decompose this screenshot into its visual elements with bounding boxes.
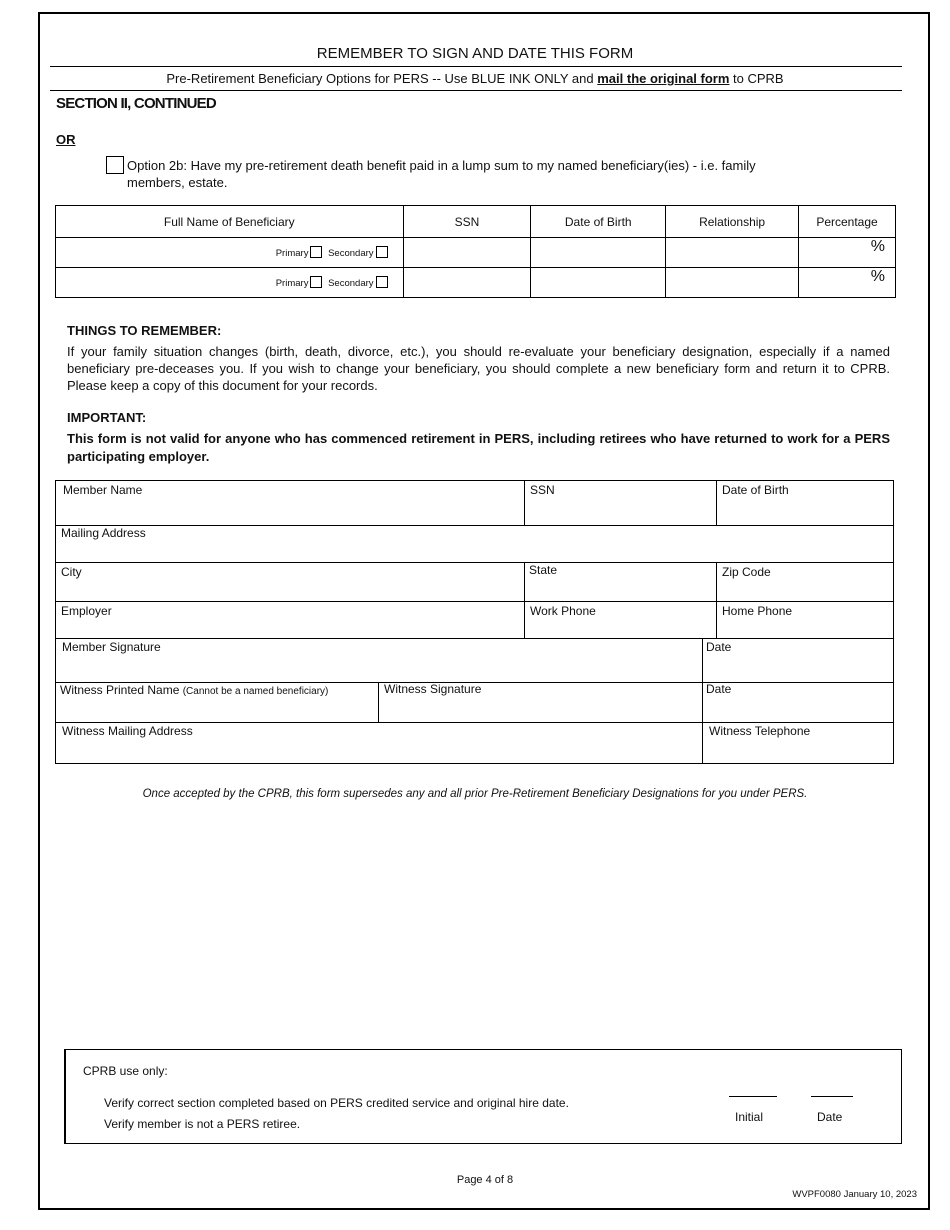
date-label: Date [817, 1110, 843, 1124]
employer-field[interactable]: Employer [61, 604, 112, 618]
beneficiary-relationship-cell[interactable] [666, 238, 799, 268]
beneficiary-percentage-cell[interactable]: % [799, 238, 896, 268]
primary-label: Primary [275, 248, 309, 259]
mailing-address-field[interactable]: Mailing Address [61, 526, 146, 540]
header-percentage: Percentage [799, 206, 896, 238]
grid-line [378, 682, 379, 722]
home-phone-field[interactable]: Home Phone [722, 604, 793, 618]
table-row [56, 268, 896, 298]
witness-date-field[interactable]: Date [706, 682, 732, 696]
divider [50, 66, 902, 67]
header-full-name: Full Name of Beneficiary [56, 206, 404, 238]
cprb-title: CPRB use only: [83, 1064, 168, 1078]
divider [50, 90, 902, 91]
member-info-grid [55, 480, 894, 764]
witness-telephone-field[interactable]: Witness Telephone [709, 724, 811, 738]
subtitle-bold: mail the original form [597, 71, 730, 86]
initial-label: Initial [735, 1110, 764, 1124]
beneficiary-dob-cell[interactable] [531, 238, 666, 268]
secondary-checkbox[interactable] [376, 276, 388, 288]
header-ssn: SSN [403, 206, 531, 238]
important-body: This form is not valid for anyone who has commenced retirement in PERS, including retirees who have returned to work for a PERS participating employer. [67, 431, 890, 464]
beneficiary-dob-cell[interactable] [531, 268, 666, 298]
grid-line [56, 601, 893, 602]
grid-line [56, 562, 893, 563]
grid-line [524, 562, 525, 638]
primary-label: Primary [275, 278, 309, 289]
option-2b-checkbox[interactable] [106, 156, 124, 174]
form-subtitle [0, 71, 950, 86]
secondary-checkbox[interactable] [376, 246, 388, 258]
grid-line [716, 562, 717, 638]
witness-note: (Cannot be a named beneficiary) [182, 686, 329, 697]
form-code: WVPF0080 January 10, 2023 [792, 1189, 917, 1200]
work-phone-field[interactable]: Work Phone [530, 604, 596, 618]
beneficiary-ssn-cell[interactable] [403, 238, 531, 268]
beneficiary-table-header [56, 206, 896, 238]
cprb-verify-line-2: Verify member is not a PERS retiree. [104, 1117, 301, 1131]
primary-checkbox[interactable] [310, 246, 322, 258]
secondary-label: Secondary [328, 278, 374, 289]
things-to-remember-body: If your family situation changes (birth, death, divorce, etc.), you should re-evaluate your beneficiary designation, especially if a named beneficiary pre-deceases you. If you wish to change your beneficiary, you should complete a new beneficiary form and return it to CPRB. Please keep a copy of this document for your records. [67, 344, 890, 393]
grid-line [56, 638, 893, 639]
city-field[interactable]: City [61, 565, 82, 579]
primary-checkbox[interactable] [310, 276, 322, 288]
cprb-verify-line-1: Verify correct section completed based on PERS credited service and original hire date. [104, 1096, 569, 1110]
witness-mailing-address-field[interactable]: Witness Mailing Address [62, 724, 193, 738]
zip-field[interactable]: Zip Code [722, 565, 771, 579]
beneficiary-relationship-cell[interactable] [666, 268, 799, 298]
table-row [56, 238, 896, 268]
beneficiary-percentage-cell[interactable]: % [799, 268, 896, 298]
important-heading: IMPORTANT: [67, 410, 147, 425]
page-number: Page 4 of 8 [456, 1174, 514, 1186]
option-2b-text: Option 2b: Have my pre-retirement death benefit paid in a lump sum to my named beneficiary(ies) - i.e. family members, estate. [127, 158, 756, 190]
subtitle-prefix: Pre-Retirement Beneficiary Options for PERS -- Use BLUE INK ONLY and [166, 71, 598, 86]
things-to-remember-heading: THINGS TO REMEMBER: [67, 323, 222, 338]
grid-line [716, 481, 717, 525]
header-relationship: Relationship [666, 206, 799, 238]
date-line[interactable] [811, 1096, 853, 1097]
subtitle-suffix: to CPRB [729, 71, 784, 86]
state-field[interactable]: State [529, 563, 558, 577]
ssn-field[interactable]: SSN [530, 483, 555, 497]
grid-line [56, 722, 893, 723]
witness-signature-field[interactable]: Witness Signature [384, 682, 482, 696]
beneficiary-name-cell[interactable] [56, 238, 404, 268]
initial-line[interactable] [729, 1096, 777, 1097]
beneficiary-ssn-cell[interactable] [403, 268, 531, 298]
beneficiary-table [55, 205, 896, 298]
witness-printed-name-label: Witness Printed Name [60, 683, 183, 697]
dob-field[interactable]: Date of Birth [722, 483, 789, 497]
witness-printed-name-field[interactable] [60, 683, 328, 697]
secondary-label: Secondary [328, 248, 374, 259]
supersede-notice: Once accepted by the CPRB, this form supersedes any and all prior Pre-Retirement Beneficiary Designations for you under PERS. [142, 788, 808, 800]
cprb-use-only-box [64, 1049, 902, 1144]
form-title: REMEMBER TO SIGN AND DATE THIS FORM [316, 45, 634, 62]
grid-line [56, 525, 893, 526]
section-heading: SECTION II, CONTINUED [56, 95, 216, 112]
header-dob: Date of Birth [531, 206, 666, 238]
grid-line [702, 638, 703, 764]
or-label: OR [56, 132, 76, 147]
grid-line [524, 481, 525, 525]
member-date-field[interactable]: Date [706, 640, 732, 654]
member-name-field[interactable]: Member Name [63, 483, 143, 497]
beneficiary-name-cell[interactable] [56, 268, 404, 298]
member-signature-field[interactable]: Member Signature [62, 640, 161, 654]
